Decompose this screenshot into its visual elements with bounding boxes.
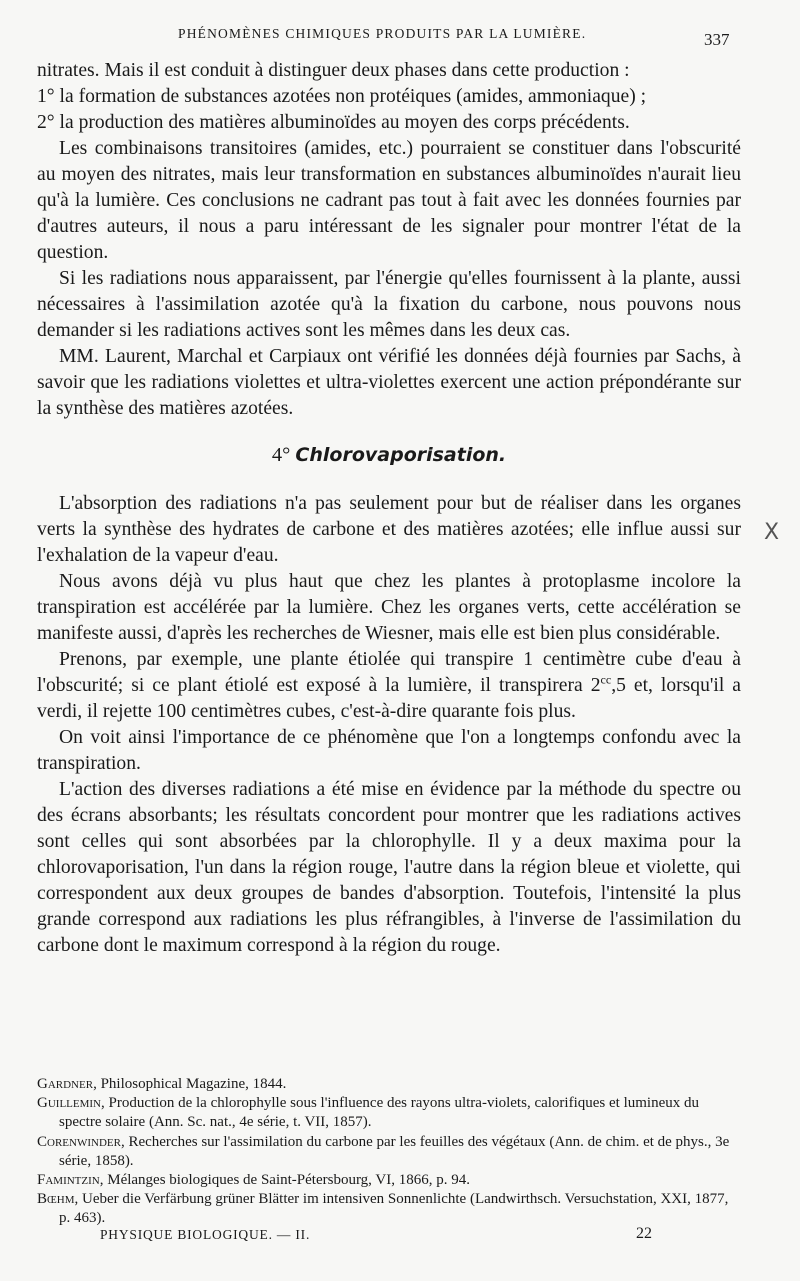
footnote [37,1133,741,1171]
footnote-author: Corenwinder [37,1133,121,1150]
running-title: PHÉNOMÈNES CHIMIQUES PRODUITS PAR LA LUMIÈRE. [178,26,587,41]
text-run: ,5 et, lorsqu'il a verdi, il rejette 100 centimètres cubes, c'est-à-dire quarante fois plus. [37,675,741,722]
signature-mark: 22 [636,1225,652,1242]
footnote [37,1094,741,1132]
footnote-author: Guillemin [37,1095,101,1112]
section-number: 4° [271,444,291,466]
footnote-text: , Ueber die Verfärbung grüner Blätter im intensiven Sonnenlichte (Landwirthsch. Versuchstation, XXI, 1877, p. 463). [59,1191,729,1227]
footnote-text: , Recherches sur l'assimilation du carbone par les feuilles des végétaux (Ann. de chim. et de phys., 3e série, 1858). [59,1133,730,1169]
paragraph: Nous avons déjà vu plus haut que chez les plantes à protoplasme incolore la transpiration est accélérée par la lumière. Chez les organes verts, cette accélération se manifeste aussi, d'après les recherches de Wiesner, mais elle est bien plus considérable. [37,571,741,644]
body-text [37,58,741,959]
footnote [37,1171,741,1190]
text-run: Prenons, par exemple, une plante étiolée qui transpire 1 centimètre cube d'eau à l'obscurité; si ce plant étiolé est exposé à la lumière, il transpirera 2 [37,649,741,696]
page-number: 337 [704,30,730,49]
running-head [0,26,800,50]
footnote [37,1075,741,1094]
paragraph: Si les radiations nous apparaissent, par l'énergie qu'elles fournissent à la plante, aussi nécessaires à l'assimilation azotée qu'à la fixation du carbone, nous pouvons nous demander si les radiations actives sont les mêmes dans les deux cas. [37,268,741,341]
paragraph: On voit ainsi l'importance de ce phénomène que l'on a longtemps confondu avec la transpiration. [37,727,741,774]
footnote [37,1190,741,1228]
paragraph: Les combinaisons transitoires (amides, etc.) pourraient se constituer dans l'obscurité au moyen des nitrates, mais leur transformation en substances albuminoïdes n'aurait lieu qu'à la lumière. Ces conclusions ne cadrant pas tout à fait avec les données fournies par d'autres auteurs, il nous a paru intéressant de les signaler pour montrer l'état de la question. [37,138,741,263]
footnote-author: Gardner [37,1076,94,1092]
page-footer [0,1225,800,1249]
section-heading [37,442,741,468]
footnote-text: , Philosophical Magazine, 1844. [93,1076,287,1092]
margin-mark: X [764,520,780,545]
paragraph: L'action des diverses radiations a été mise en évidence par la méthode du spectre ou des écrans absorbants; les résultats concordent pour montrer que les radiations actives sont celles qui sont absorbées par la chlorophylle. Il y a deux maxima pour la chlorovaporisation, l'un dans la région rouge, l'autre dans la région bleue et violette, qui correspondent aux deux groupes de bandes d'absorption. Toutefois, l'intensité la plus grande correspond aux radiations les plus réfrangibles, à l'inverse de l'assimilation du carbone dont le maximum correspond à la région du rouge. [37,779,741,956]
paragraph: L'absorption des radiations n'a pas seulement pour but de réaliser dans les organes verts la synthèse des hydrates de carbone et des matières azotées; elle influe aussi sur l'exhalation de la vapeur d'eau. [37,493,741,566]
footnotes [37,1075,741,1229]
section-name: Chlorovaporisation. [295,444,507,466]
footer-book-title: PHYSIQUE BIOLOGIQUE. — II. [100,1227,311,1242]
superscript: cc [600,672,612,687]
list-item: 1° la formation de substances azotées non protéiques (amides, ammoniaque) ; [37,86,647,107]
paragraph: MM. Laurent, Marchal et Carpiaux ont vérifié les données déjà fournies par Sachs, à savoir que les radiations violettes et ultra-violettes exercent une action prépondérante sur la synthèse des matières azotées. [37,346,741,419]
paragraph: nitrates. Mais il est conduit à distinguer deux phases dans cette production : [37,60,630,81]
footnote-author: Famintzin [37,1172,100,1189]
footnote-text: , Production de la chlorophylle sous l'influence des rayons ultra-violets, calorifiques et lumineux du spectre solaire (Ann. Sc. nat., 4e série, t. VII, 1857). [59,1095,699,1131]
footnote-text: , Mélanges biologiques de Saint-Pétersbourg, VI, 1866, p. 94. [99,1172,470,1189]
footnote-author: Bœhm [37,1191,75,1208]
list-item: 2° la production des matières albuminoïdes au moyen des corps précédents. [37,112,630,133]
paragraph [37,647,741,725]
